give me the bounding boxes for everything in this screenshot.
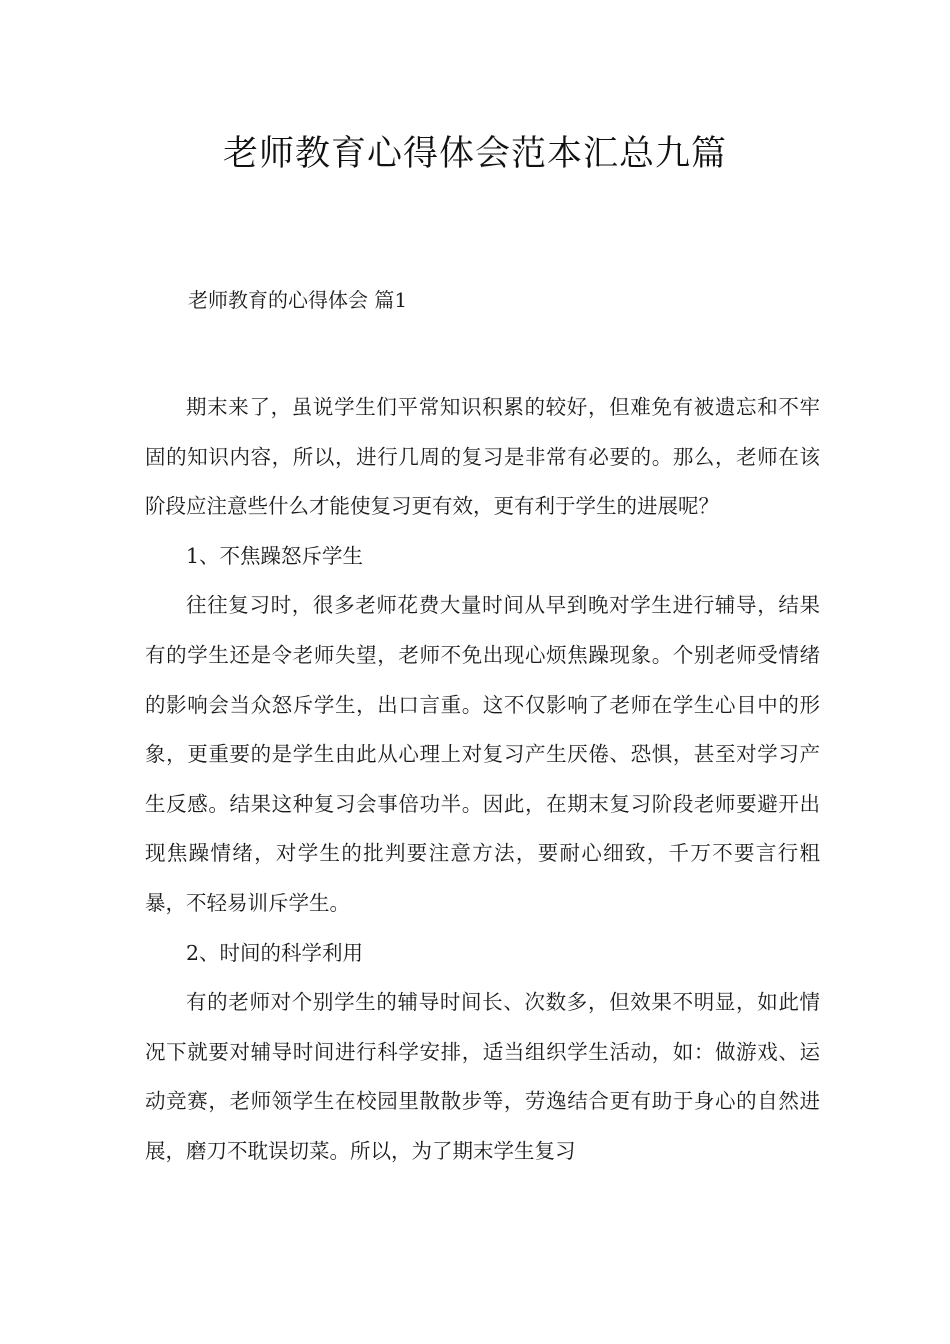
paragraph-intro: 期末来了，虽说学生们平常知识积累的较好，但难免有被遗忘和不牢固的知识内容，所以，进行几周的复习是非常有必要的。那么，老师在该阶段应注意些什么才能使复习更有效，更有利于学生的进展呢？ <box>145 395 820 519</box>
section-heading: 老师教育的心得体会 篇1 <box>188 288 408 312</box>
paragraph-2: 有的老师对个别学生的辅导时间长、次数多，但效果不明显，如此情况下就要对辅导时间进行科学安排，适当组织学生活动，如：做游戏、运动竞赛，老师领学生在校园里散散步等，劳逸结合更有助于身心的自然进展，磨刀不耽误切菜。所以，为了期末学生复习 <box>145 990 820 1163</box>
subheading-2: 2、时间的科学利用 <box>186 940 364 965</box>
document-body <box>145 383 820 1177</box>
document-title: 老师教育心得体会范本汇总九篇 <box>222 134 727 174</box>
subheading-1: 1、不焦躁怒斥学生 <box>186 543 364 568</box>
paragraph-1: 往往复习时，很多老师花费大量时间从早到晚对学生进行辅导，结果有的学生还是令老师失望，老师不免出现心烦焦躁现象。个别老师受情绪的影响会当众怒斥学生，出口言重。这不仅影响了老师在学生心目中的形象，更重要的是学生由此从心理上对复习产生厌倦、恐惧，甚至对学习产生反感。结果这种复习会事倍功半。因此，在期末复习阶段老师要避开出现焦躁情绪，对学生的批判要注意方法，要耐心细致，千万不要言行粗暴，不轻易训斥学生。 <box>145 593 820 915</box>
